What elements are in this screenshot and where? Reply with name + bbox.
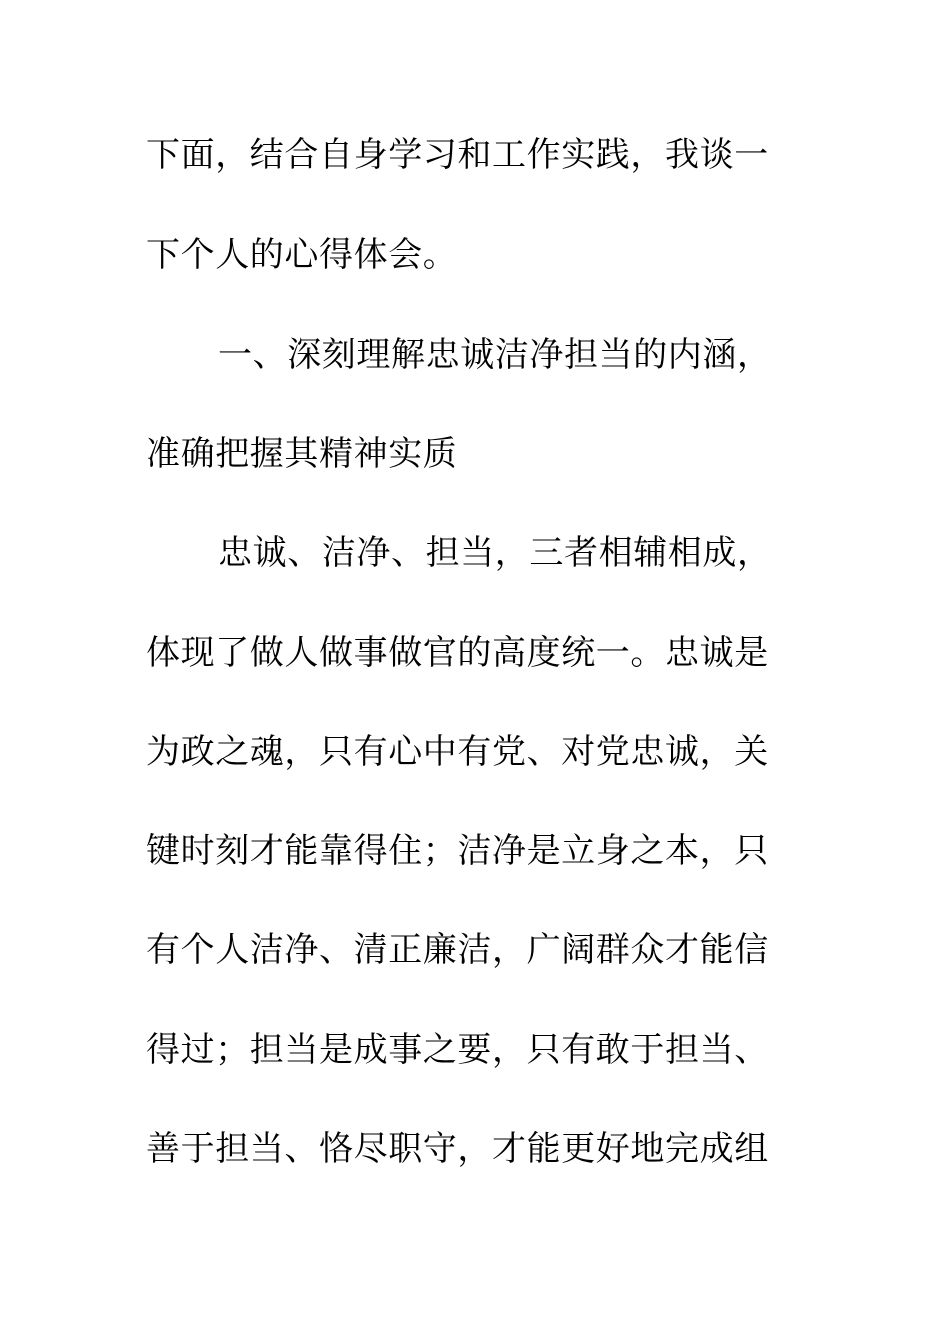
text-line: 善于担当、恪尽职守，才能更好地完成组 (146, 1129, 769, 1169)
text-line: 有个人洁净、清正廉洁，广阔群众才能信 (146, 930, 769, 970)
text-line: 为政之魂，只有心中有党、对党忠诚，关 (146, 732, 769, 772)
text-line: 下面，结合自身学习和工作实践，我谈一 (146, 135, 769, 175)
section-heading: 一、深刻理解忠诚洁净担当的内涵， (218, 335, 772, 375)
paragraph-start: 忠诚、洁净、担当，三者相辅相成， (218, 533, 772, 573)
text-line: 体现了做人做事做官的高度统一。忠诚是 (146, 633, 769, 673)
text-line: 键时刻才能靠得住；洁净是立身之本，只 (146, 831, 769, 871)
text-line: 得过；担当是成事之要，只有敢于担当、 (146, 1030, 769, 1070)
section-heading-continued: 准确把握其精神实质 (146, 434, 458, 474)
text-line: 下个人的心得体会。 (146, 235, 458, 275)
